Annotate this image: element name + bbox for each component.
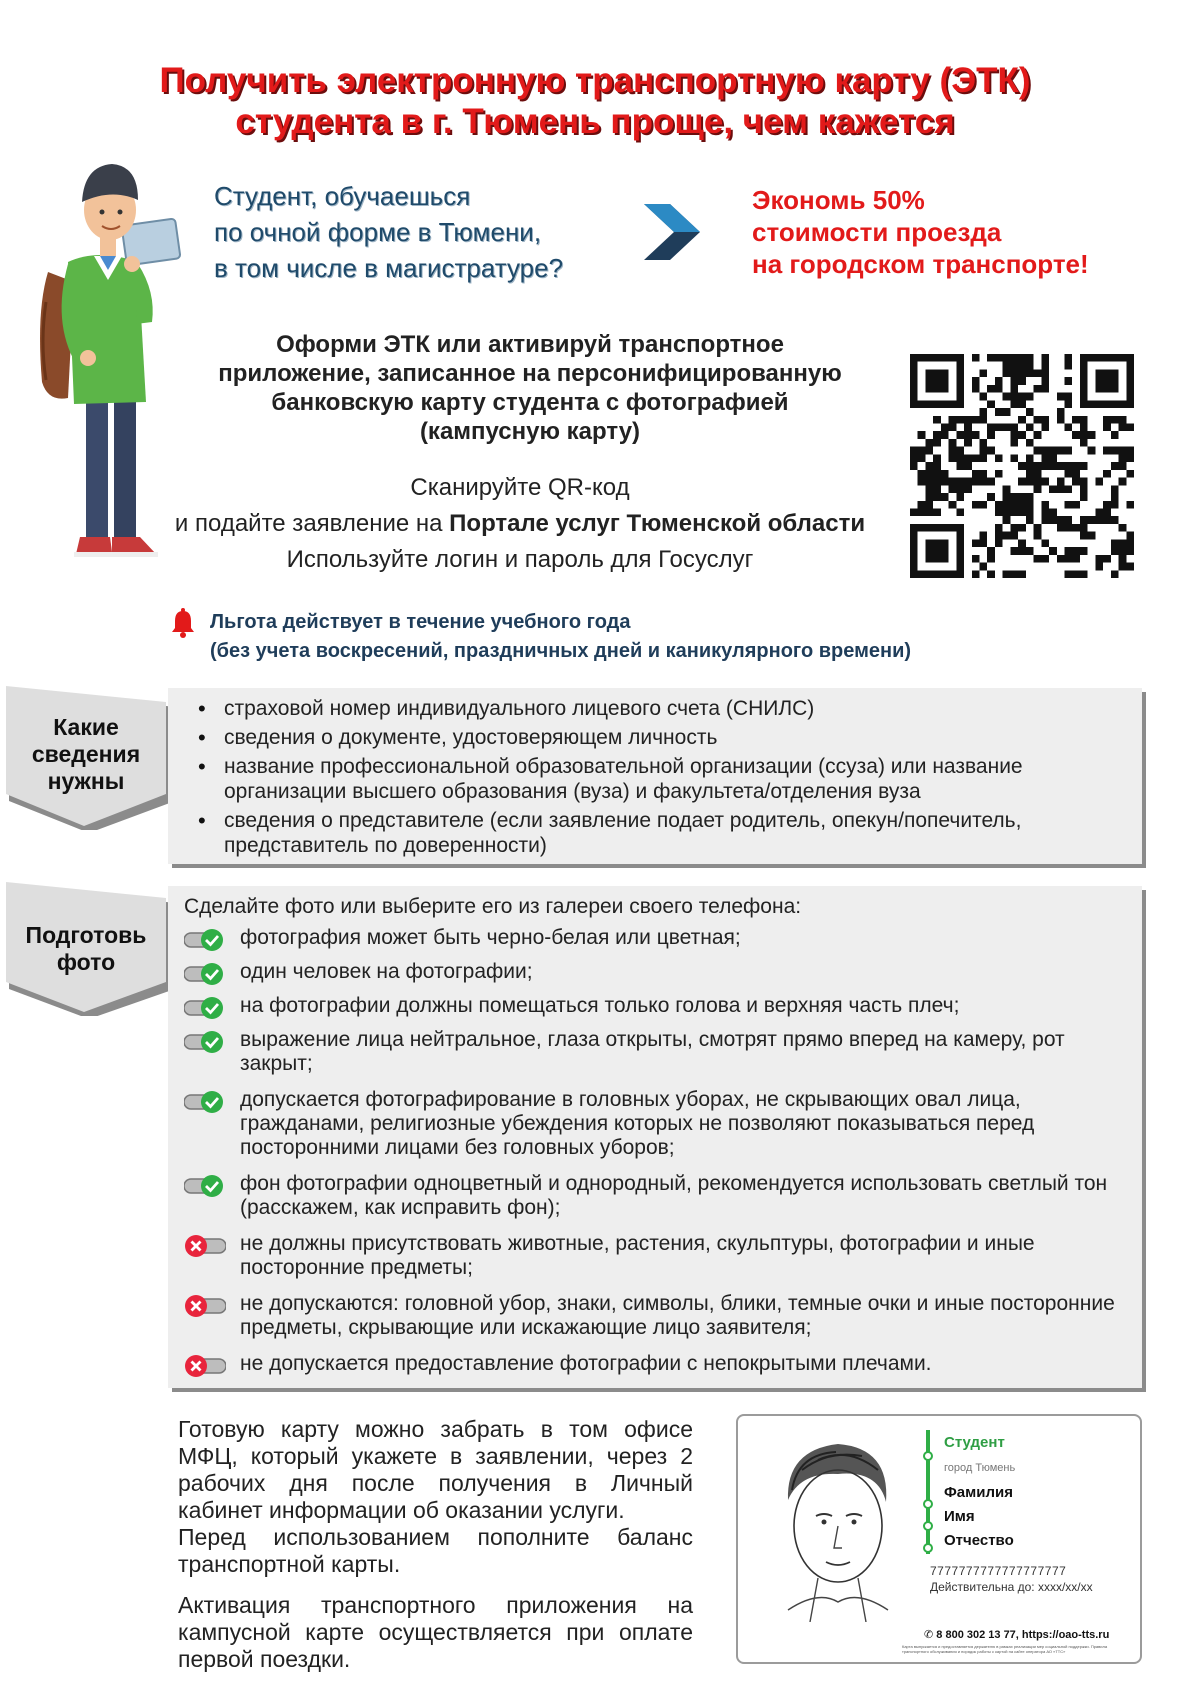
benefit-notice bbox=[210, 608, 911, 666]
section2-label-line-1: Подготовь bbox=[25, 922, 147, 948]
offer-line-3: банковскую карту студента с фотографией bbox=[271, 389, 789, 416]
toggle-check-icon bbox=[184, 928, 226, 952]
rule-text: фон фотографии одноцветный и однородный, рекомендуется использовать светлый тон (расскажем, как исправить фон); bbox=[240, 1172, 1108, 1219]
offer-text bbox=[180, 330, 880, 446]
question-line-2: по очной форме в Тюмени, bbox=[214, 217, 542, 247]
savings-line-2: стоимости проезда bbox=[752, 217, 1002, 247]
card-role: Студент bbox=[944, 1434, 1005, 1451]
portrait-sketch bbox=[758, 1430, 918, 1622]
photo-rule-allowed bbox=[184, 960, 1126, 984]
question-line-1: Студент, обучаешься bbox=[214, 181, 471, 211]
toggle-cross-icon bbox=[184, 1234, 226, 1258]
benefit-line-1: Льгота действует в течение учебного года bbox=[210, 611, 631, 633]
phone-icon: ✆ bbox=[924, 1629, 937, 1641]
rule-text: выражение лица нейтральное, глаза открыты, смотрят прямо вперед на камеру, рот закрыт; bbox=[240, 1028, 1065, 1075]
list-item: • страховой номер индивидуального лицевого счета (СНИЛС) bbox=[188, 696, 1122, 721]
card-name: Имя bbox=[944, 1508, 975, 1525]
photo-rule-forbidden bbox=[184, 1292, 1126, 1340]
pickup-info bbox=[178, 1416, 693, 1683]
portal-name: Портале услуг Тюменской области bbox=[449, 510, 866, 537]
toggle-check-icon bbox=[184, 1090, 226, 1114]
rule-text: не допускается предоставление фотографии с непокрытыми плечами. bbox=[240, 1352, 932, 1375]
benefit-line-2: (без учета воскресений, праздничных дней и каникулярного времени) bbox=[210, 640, 912, 662]
photo-rule-allowed bbox=[184, 1172, 1126, 1220]
rule-text: допускается фотографирование в головных уборах, не скрывающих овал лица, гражданами, религиозные убеждения которых не позволяют показываться перед посторонними лицами без головных уборов; bbox=[240, 1088, 1035, 1159]
list-item: • сведения о представителе (если заявление подает родитель, опекун/попечитель, представитель по доверенности) bbox=[188, 808, 1122, 858]
pickup-paragraph: Готовую карту можно забрать в том офисе МФЦ, который укажете в заявлении, через 2 рабочих дня после получения в Личный кабинет информации об оказании услуги. bbox=[178, 1416, 693, 1523]
photo-intro: Сделайте фото или выберите его из галереи своего телефона: bbox=[184, 895, 802, 918]
scan-instructions bbox=[130, 470, 910, 578]
toggle-check-icon bbox=[184, 962, 226, 986]
activation-paragraph: Активация транспортного приложения на кампусной карте осуществляется при оплате первой поездки. bbox=[178, 1592, 693, 1672]
toggle-check-icon bbox=[184, 1174, 226, 1198]
savings-line-1: Экономь 50% bbox=[752, 185, 925, 215]
list-item: • сведения о документе, удостоверяющем личность bbox=[188, 725, 1122, 750]
rule-text: на фотографии должны помещаться только голова и верхняя часть плеч; bbox=[240, 994, 960, 1017]
toggle-cross-icon bbox=[184, 1354, 226, 1378]
photo-rule-forbidden bbox=[184, 1352, 1126, 1376]
photo-rule-allowed bbox=[184, 1028, 1126, 1076]
question-line-3: в том числе в магистратуре? bbox=[214, 253, 564, 283]
rule-text: фотография может быть черно-белая или цветная; bbox=[240, 926, 741, 949]
savings-callout bbox=[752, 184, 1089, 280]
card-contact bbox=[924, 1628, 1109, 1641]
toggle-check-icon bbox=[184, 996, 226, 1020]
section1-label bbox=[0, 714, 172, 795]
card-contact-text: 8 800 302 13 77, https://oao-tts.ru bbox=[936, 1629, 1110, 1641]
section2-label bbox=[0, 922, 172, 976]
list-item: • название профессиональной образовательной организации (ссуза) или название организации высшего образования (вуза) и факультета/отделения вуза bbox=[188, 754, 1122, 804]
section1-label-line-2: сведения bbox=[31, 741, 141, 767]
photo-rule-forbidden bbox=[184, 1232, 1126, 1280]
scan-line-1: Сканируйте QR-код bbox=[410, 474, 630, 501]
student-question bbox=[214, 178, 563, 286]
topup-paragraph: Перед использованием пополните баланс транспортной карты. bbox=[178, 1524, 693, 1577]
section1-label-line-3: нужны bbox=[47, 768, 125, 794]
title-line-2: студента в г. Тюмень проще, чем кажется bbox=[235, 102, 955, 141]
page-title bbox=[0, 60, 1190, 142]
rule-text: один человек на фотографии; bbox=[240, 960, 533, 983]
toggle-check-icon bbox=[184, 1030, 226, 1054]
qr-code[interactable] bbox=[910, 354, 1134, 578]
card-city: город Тюмень bbox=[944, 1462, 1016, 1474]
bell-icon bbox=[170, 608, 196, 638]
photo-rule-allowed bbox=[184, 1088, 1126, 1160]
rule-text: не должны присутствовать животные, растения, скульптуры, фотографии и иные посторонние предметы; bbox=[240, 1232, 1035, 1279]
offer-line-2: приложение, записанное на персонифицированную bbox=[218, 360, 842, 387]
metro-line-graphic bbox=[922, 1430, 934, 1560]
rule-text: не допускаются: головной убор, знаки, символы, блики, темные очки и иные посторонние предметы, скрывающие или искажающие лицо заявителя; bbox=[240, 1292, 1115, 1339]
section2-label-line-2: фото bbox=[56, 949, 116, 975]
chevron-right-icon bbox=[640, 200, 704, 264]
offer-line-4: (кампусную карту) bbox=[419, 418, 641, 445]
savings-line-3: на городском транспорте! bbox=[752, 249, 1089, 279]
sample-transport-card bbox=[736, 1414, 1142, 1664]
card-number: 7777777777777777777 bbox=[930, 1564, 1067, 1578]
card-surname: Фамилия bbox=[944, 1484, 1013, 1501]
section2-panel bbox=[168, 886, 1142, 1388]
scan-line-2 bbox=[130, 506, 910, 542]
scan-line-3: Используйте логин и пароль для Госуслуг bbox=[286, 546, 754, 573]
title-line-1: Получить электронную транспортную карту (ЭТК) bbox=[159, 61, 1031, 100]
photo-rule-allowed bbox=[184, 926, 1126, 950]
photo-rule-allowed bbox=[184, 994, 1126, 1018]
required-info-list bbox=[188, 696, 1122, 858]
offer-line-1: Оформи ЭТК или активируй транспортное bbox=[276, 331, 784, 358]
card-valid-until: Действительна до: хххх/хх/хх bbox=[930, 1580, 1093, 1594]
section1-panel bbox=[168, 688, 1142, 864]
section1-label-line-1: Какие bbox=[53, 714, 119, 740]
card-patronymic: Отчество bbox=[944, 1532, 1014, 1549]
scan-line-2-text: и подайте заявление на bbox=[174, 510, 450, 537]
toggle-cross-icon bbox=[184, 1294, 226, 1318]
card-fine-print: Карта выпускается и предоставляется держателю в рамках реализации мер социальной поддержки. Правила транспортного обслуживания и порядок работы с картой на сайте оператора АО «ТТС» bbox=[902, 1644, 1108, 1654]
